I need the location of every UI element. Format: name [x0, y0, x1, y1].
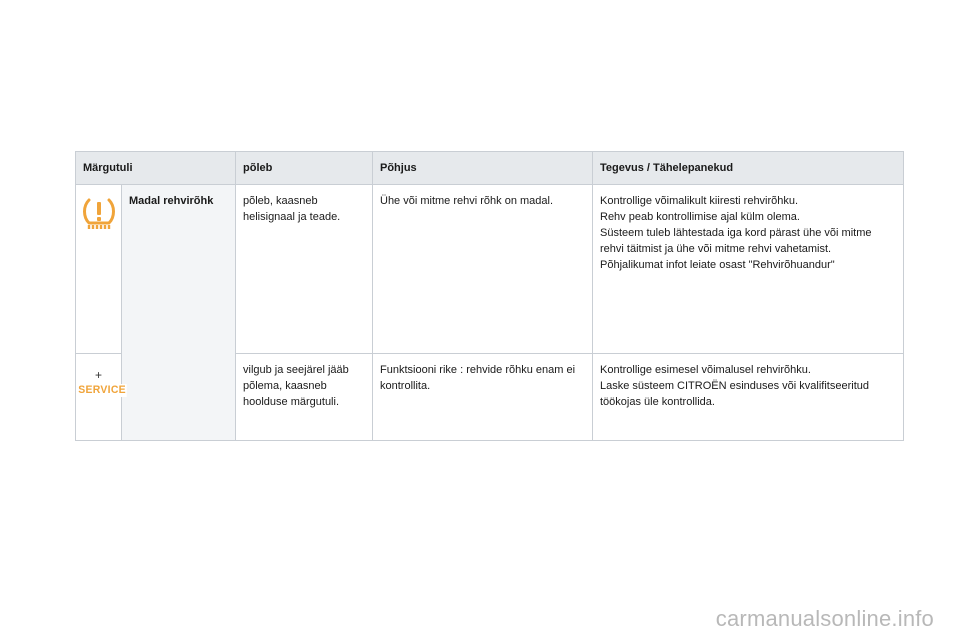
cause-text: Funktsiooni rike : rehvide rõhku enam ei kontrollita.: [373, 354, 593, 441]
header-indicator: Märgutuli: [76, 152, 236, 185]
action-line: Süsteem tuleb lähtestada iga kord pärast ühe või mitme rehvi täitmist ja ühe või mitme rehvi vahetamist.: [600, 227, 872, 255]
action-text: [593, 185, 904, 354]
cause-text: Ühe või mitme rehvi rõhk on madal.: [373, 185, 593, 354]
service-icon-cell: [76, 354, 126, 441]
table-header-row: [76, 152, 904, 185]
plus-sign: +: [94, 368, 102, 382]
table-row: [76, 185, 904, 354]
action-line: Kontrollige võimalikult kiiresti rehvirõhku.: [600, 195, 799, 207]
action-line: Rehv peab kontrollimise ajal külm olema.: [600, 211, 800, 223]
action-line: Kontrollige esimesel võimalusel rehvirõhku.: [600, 364, 811, 376]
header-action: Tegevus / Tähelepanekud: [593, 152, 904, 185]
warning-lamp-table: [75, 151, 904, 441]
action-text: [593, 354, 904, 441]
tyre-pressure-warning-icon: [81, 197, 117, 231]
state-text: põleb, kaasneb helisignaal ja teade.: [236, 185, 373, 354]
header-cause: Põhjus: [373, 152, 593, 185]
header-state: põleb: [236, 152, 373, 185]
action-line: Põhjalikumat infot leiate osast "Rehvirõhuandur": [600, 259, 835, 271]
indicator-name: Madal rehvirõhk: [122, 185, 236, 441]
watermark: carmanualsonline.info: [715, 606, 934, 631]
icon-cell: [76, 185, 122, 354]
action-line: Laske süsteem CITROËN esinduses või kvalifitseeritud töökojas üle kontrollida.: [600, 380, 869, 408]
state-text: vilgub ja seejärel jääb põlema, kaasneb hoolduse märgutuli.: [236, 354, 373, 441]
service-warning-icon: SERVICE: [78, 384, 126, 396]
